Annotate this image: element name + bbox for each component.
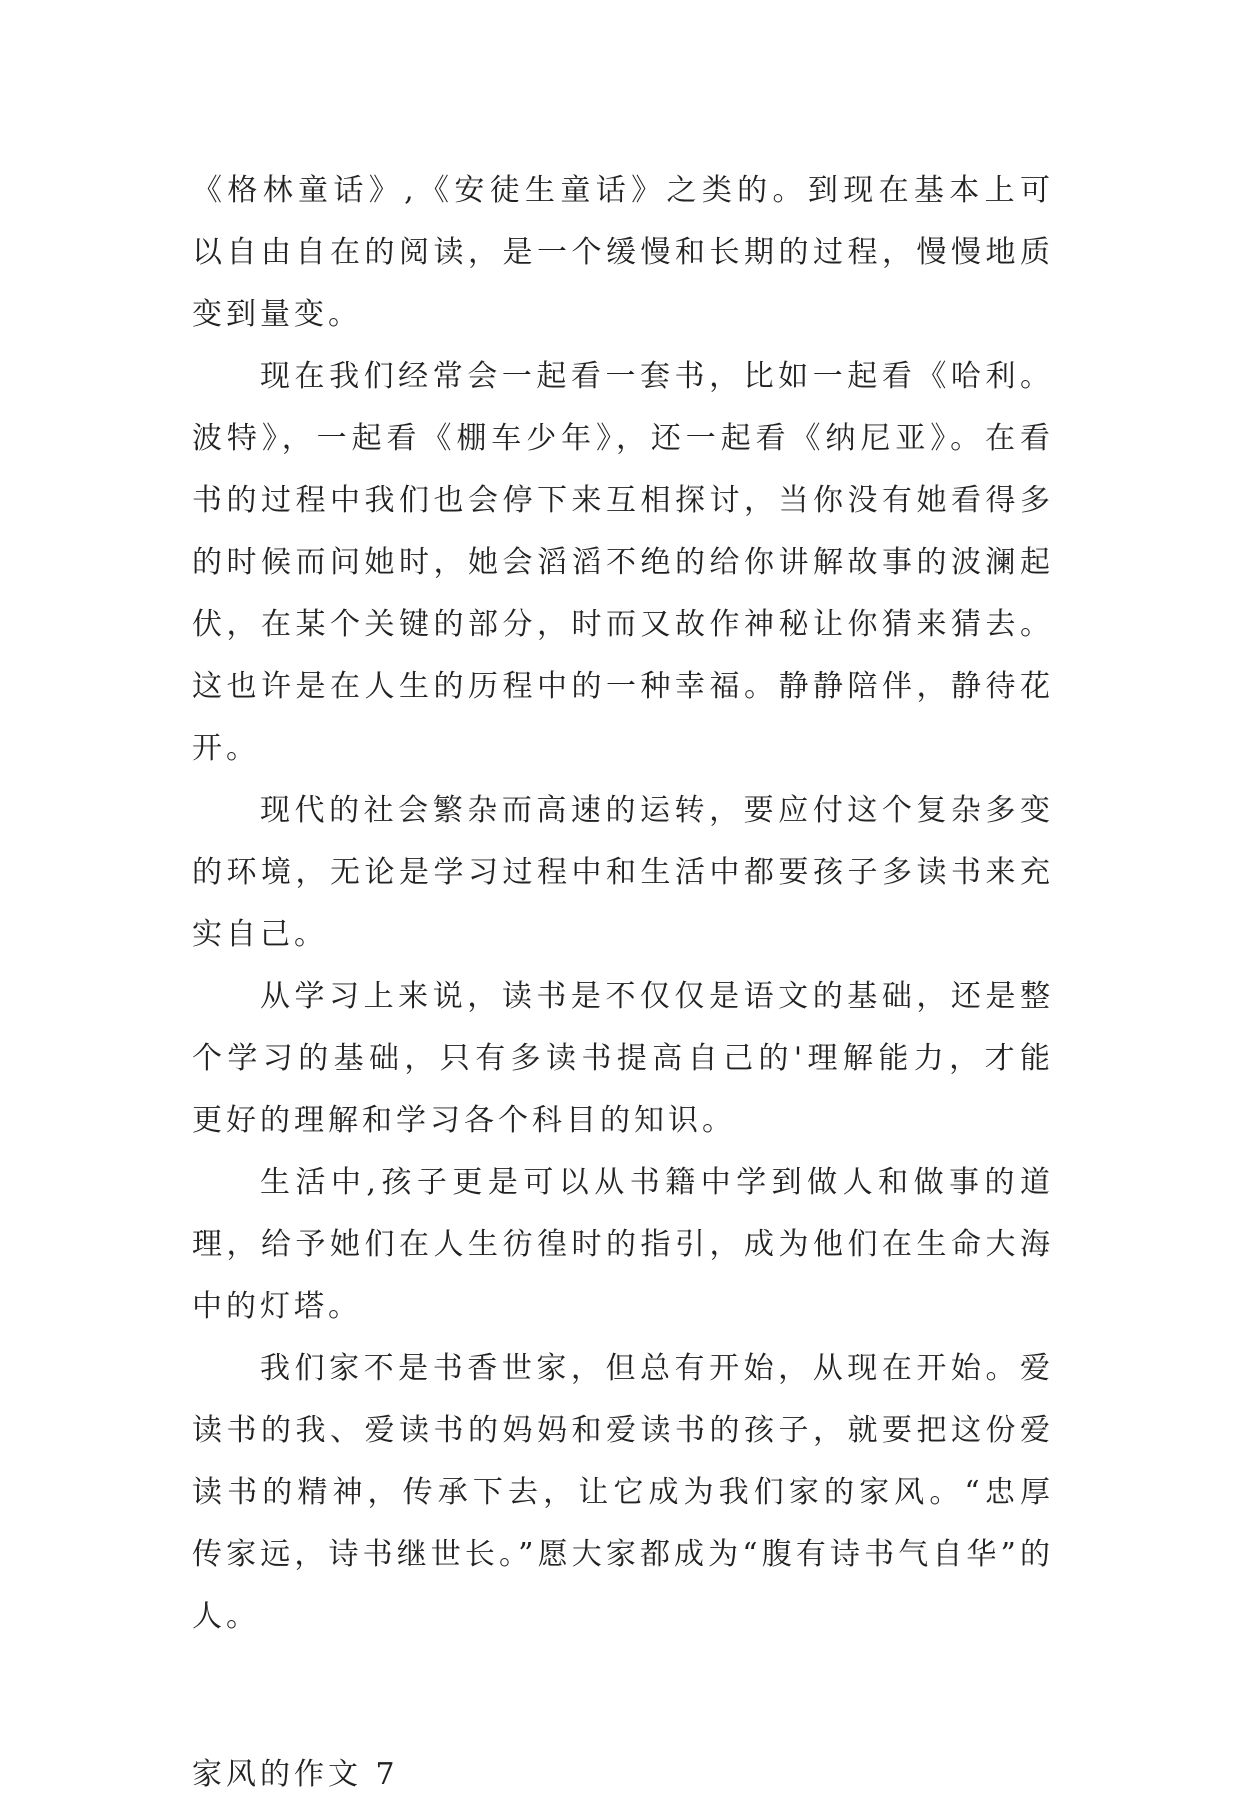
paragraph-continued: 《格林童话》,《安徒生童话》之类的。到现在基本上可以自由自在的阅读，是一个缓慢和长期的过程，慢慢地质变到量变。 — [192, 173, 1054, 332]
paragraph: 现在我们经常会一起看一套书，比如一起看《哈利。波特》，一起看《棚车少年》，还一起看《纳尼亚》。在看书的过程中我们也会停下来互相探讨，当你没有她看得多的时候而问她时，她会滔滔不绝的给你讲解故事的波澜起伏，在某个关键的部分，时而又故作神秘让你猜来猜去。这也许是在人生的历程中的一种幸福。静静陪伴，静待花开。 — [192, 359, 1054, 766]
paragraph: 现代的社会繁杂而高速的运转，要应付这个复杂多变的环境，无论是学习过程中和生活中都要孩子多读书来充实自己。 — [192, 793, 1054, 952]
paragraph: 从学习上来说，读书是不仅仅是语文的基础，还是整个学习的基础，只有多读书提高自己的'理解能力，才能更好的理解和学习各个科目的知识。 — [192, 979, 1054, 1138]
paragraph: 我们家不是书香世家，但总有开始，从现在开始。爱读书的我、爱读书的妈妈和爱读书的孩子，就要把这份爱读书的精神，传承下去，让它成为我们家的家风。“忠厚传家远，诗书继世长。”愿大家都成为“腹有诗书气自华”的人。 — [192, 1351, 1054, 1634]
paragraph: 生活中,孩子更是可以从书籍中学到做人和做事的道理，给予她们在人生彷徨时的指引，成为他们在生命大海中的灯塔。 — [192, 1165, 1054, 1324]
section-title: 家风的作文 7 — [192, 1757, 399, 1792]
document-body — [192, 160, 1054, 1806]
